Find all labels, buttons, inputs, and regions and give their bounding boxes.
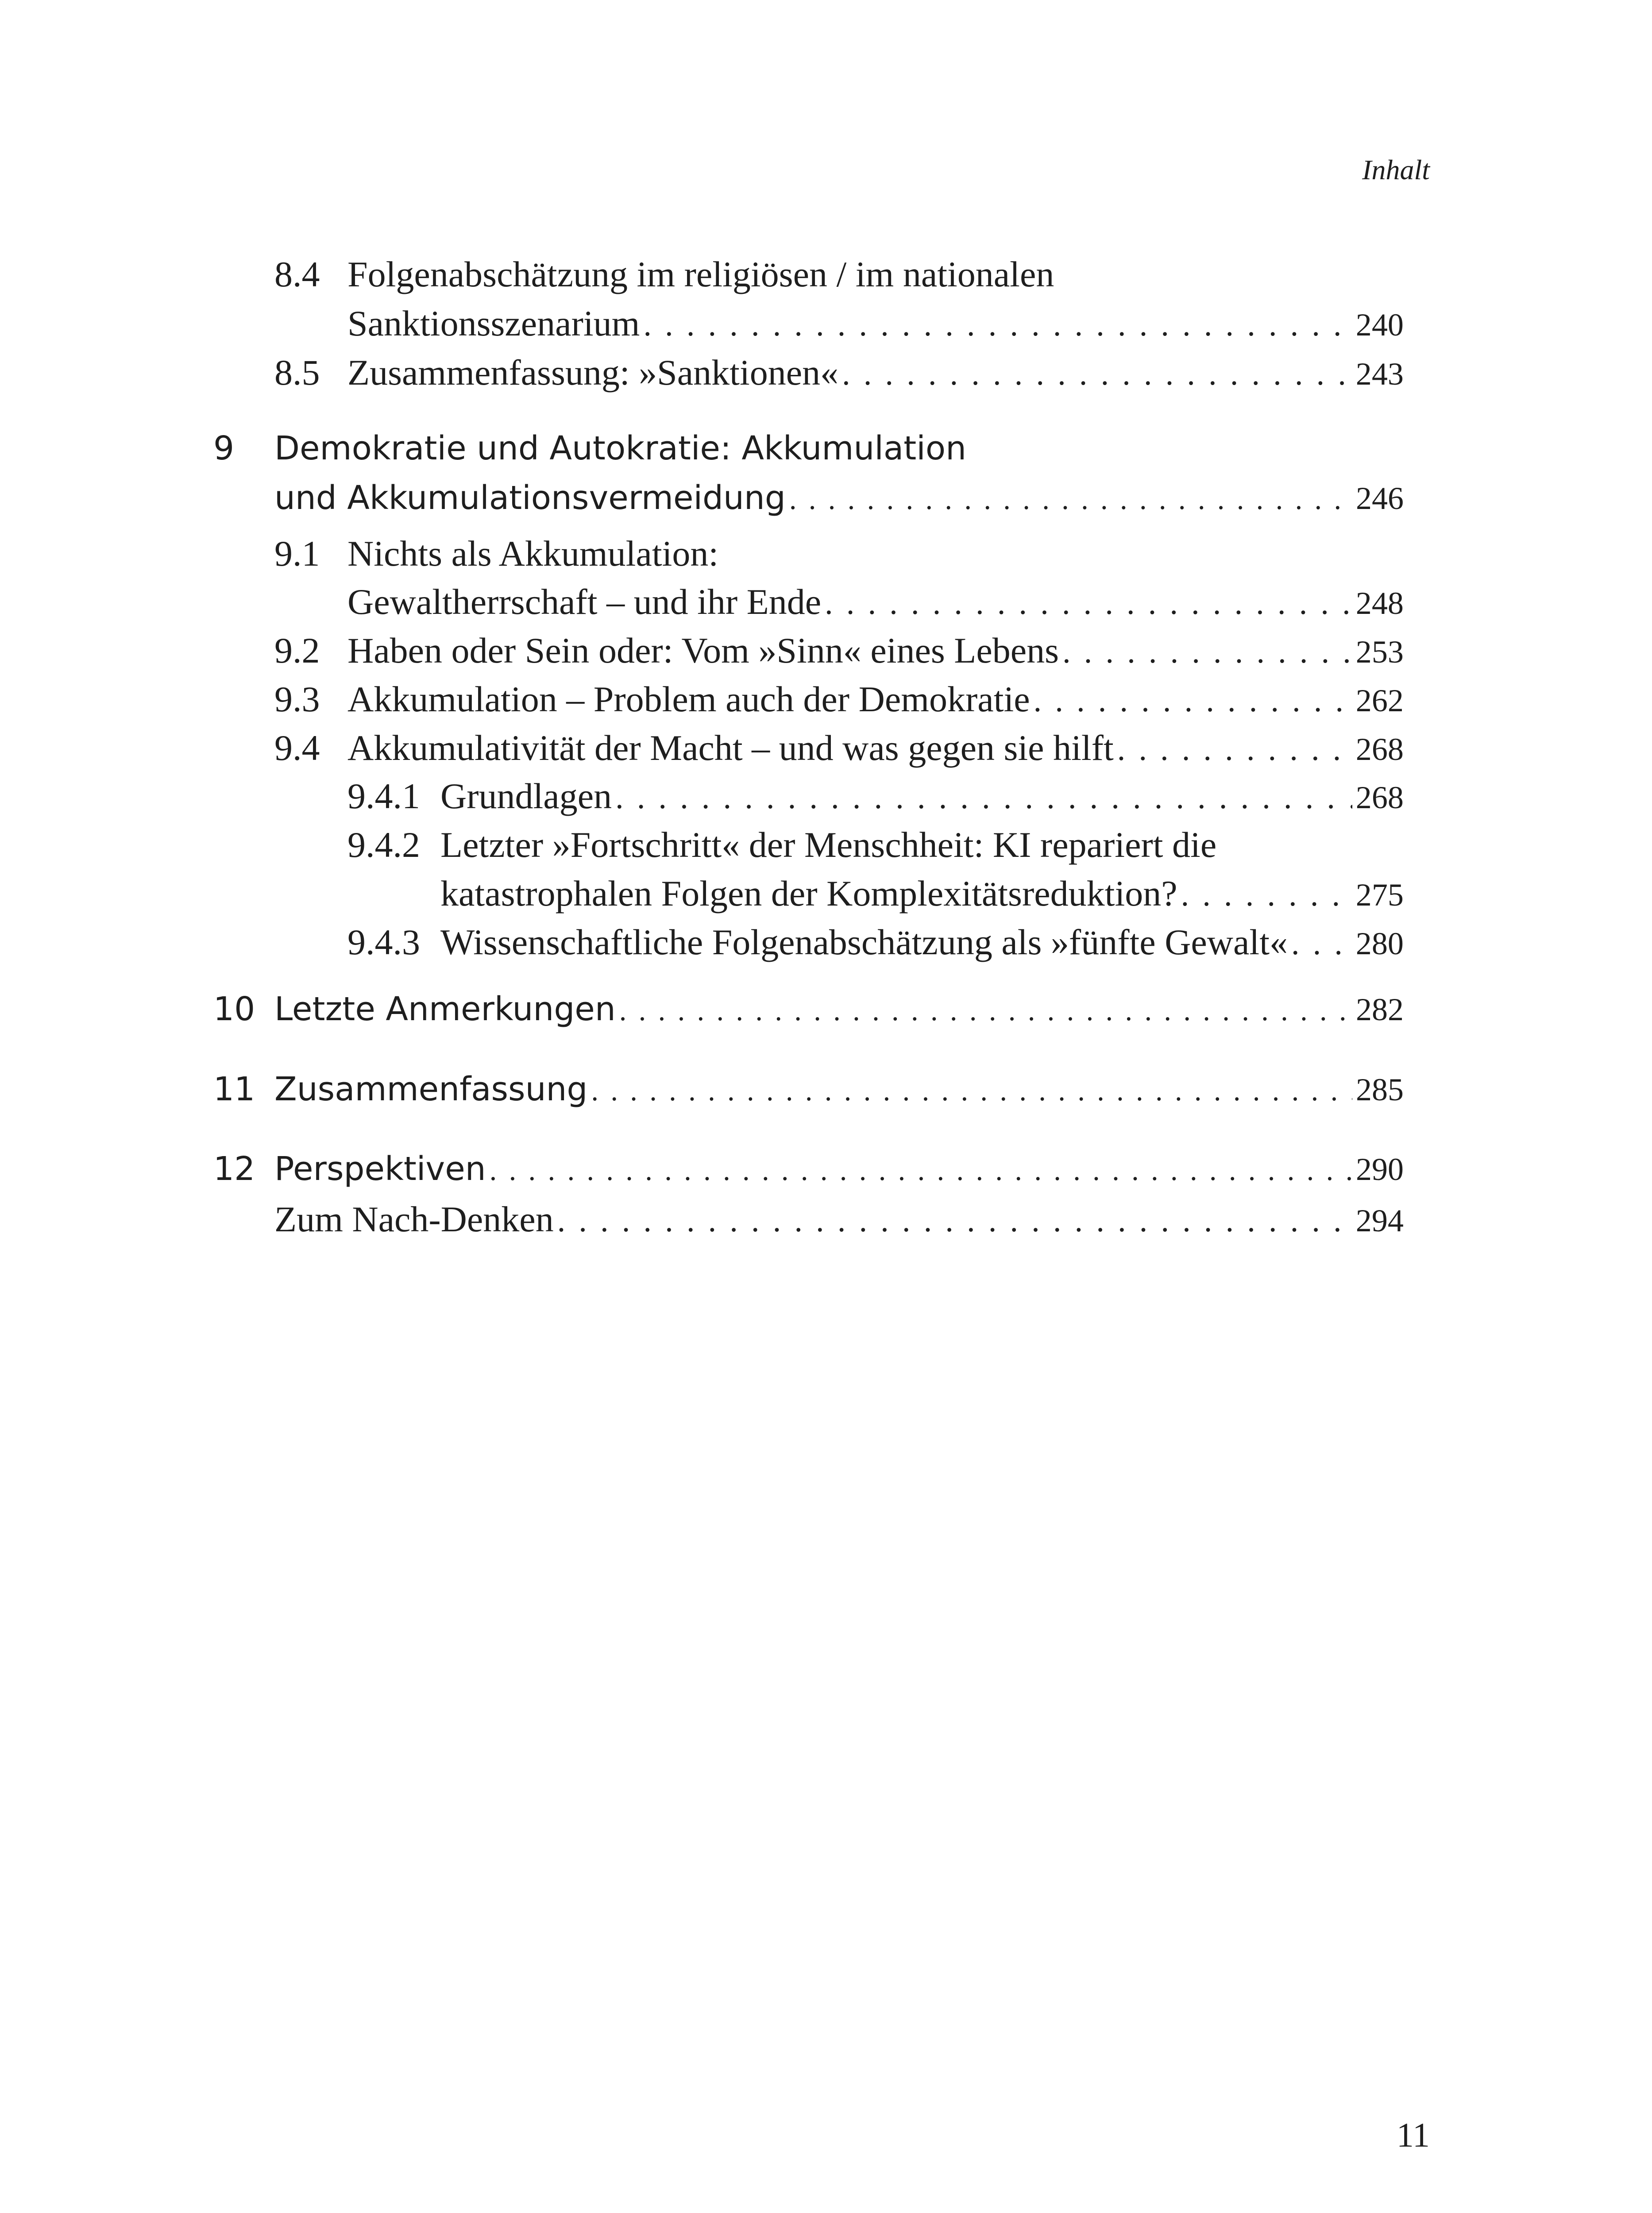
dot-leader <box>825 584 1352 622</box>
section-number: 8.4 <box>274 254 320 294</box>
chapter-number: 12 <box>213 1150 255 1188</box>
dot-leader <box>490 1154 1352 1187</box>
page-number: 285 <box>1356 1072 1404 1107</box>
chapter-number: 9 <box>213 429 235 467</box>
entry-title-line: Grundlagen . . . 268 <box>440 775 1404 817</box>
page-number: 268 <box>1355 732 1404 767</box>
section-number: 9.1 <box>274 533 320 574</box>
entry-title-line: Haben oder Sein oder: Vom »Sinn« eines Lebens . . . 253 <box>347 630 1404 671</box>
dot-leader <box>591 1074 1352 1108</box>
page-number-footer: 11 <box>1396 2116 1430 2154</box>
section-number: 9.3 <box>274 679 320 719</box>
dot-leader <box>619 994 1352 1028</box>
dot-leader <box>1181 876 1352 914</box>
section-number: 9.2 <box>274 630 320 671</box>
page-number: 243 <box>1355 356 1404 392</box>
chapter-title-line: Demokratie und Autokratie: Akkumulation <box>274 429 966 467</box>
entry-title-line: Zusammenfassung: »Sanktionen« . . . 243 <box>347 352 1404 393</box>
page-number: 290 <box>1356 1152 1404 1187</box>
dot-leader <box>643 306 1352 343</box>
running-head: Inhalt <box>1362 154 1430 185</box>
dot-leader <box>1117 730 1352 768</box>
entry-title-line: Akkumulation – Problem auch der Demokratie . . . 262 <box>347 679 1404 720</box>
entry-title-line: Nichts als Akkumulation: <box>347 533 719 574</box>
dot-leader <box>1062 633 1352 671</box>
entry-title-line: Folgenabschätzung im religiösen / im nationalen <box>347 254 1054 294</box>
chapter-number: 10 <box>213 990 255 1028</box>
chapter-title-line: Perspektiven . . . 290 <box>274 1150 1404 1188</box>
chapter-title-line: und Akkumulationsvermeidung . . . 246 <box>274 479 1404 517</box>
page-number: 262 <box>1355 683 1404 718</box>
entry-title-line: Letzter »Fortschritt« der Menschheit: KI repariert die <box>440 825 1217 865</box>
page-number: 253 <box>1355 634 1404 670</box>
page-number: 248 <box>1355 586 1404 621</box>
chapter-number: 11 <box>213 1070 255 1108</box>
page-number: 246 <box>1356 481 1404 516</box>
entry-title-line: Sanktionsszenarium . . . 240 <box>347 303 1404 344</box>
entry-title-line: Zum Nach-Denken . . . 294 <box>274 1199 1404 1240</box>
dot-leader <box>1291 925 1352 962</box>
page-number: 275 <box>1355 877 1404 913</box>
entry-title-line: Gewaltherrschaft – und ihr Ende . . . 248 <box>347 581 1404 623</box>
dot-leader <box>615 779 1352 816</box>
dot-leader <box>842 355 1352 393</box>
entry-title-line: Wissenschaftliche Folgenabschätzung als »fünfte Gewalt« . . . 280 <box>440 921 1404 963</box>
section-number: 9.4.1 <box>347 776 420 816</box>
entry-title-line: katastrophalen Folgen der Komplexitätsreduktion? . . . 275 <box>440 873 1404 914</box>
dot-leader <box>1034 682 1352 719</box>
section-number: 9.4.2 <box>347 825 420 865</box>
section-number: 8.5 <box>274 352 320 393</box>
entry-title-line: Akkumulativität der Macht – und was gegen sie hilft . . . 268 <box>347 727 1404 769</box>
section-number: 9.4 <box>274 728 320 768</box>
page-number: 282 <box>1356 992 1404 1027</box>
page-number: 294 <box>1355 1203 1404 1238</box>
page-number: 240 <box>1355 307 1404 343</box>
dot-leader <box>789 483 1352 517</box>
chapter-title-line: Letzte Anmerkungen . . . 282 <box>274 990 1404 1028</box>
section-number: 9.4.3 <box>347 922 420 962</box>
page-number: 268 <box>1355 780 1404 815</box>
chapter-title-line: Zusammenfassung . . . 285 <box>274 1070 1404 1108</box>
page-number: 280 <box>1355 926 1404 961</box>
dot-leader <box>557 1202 1352 1239</box>
